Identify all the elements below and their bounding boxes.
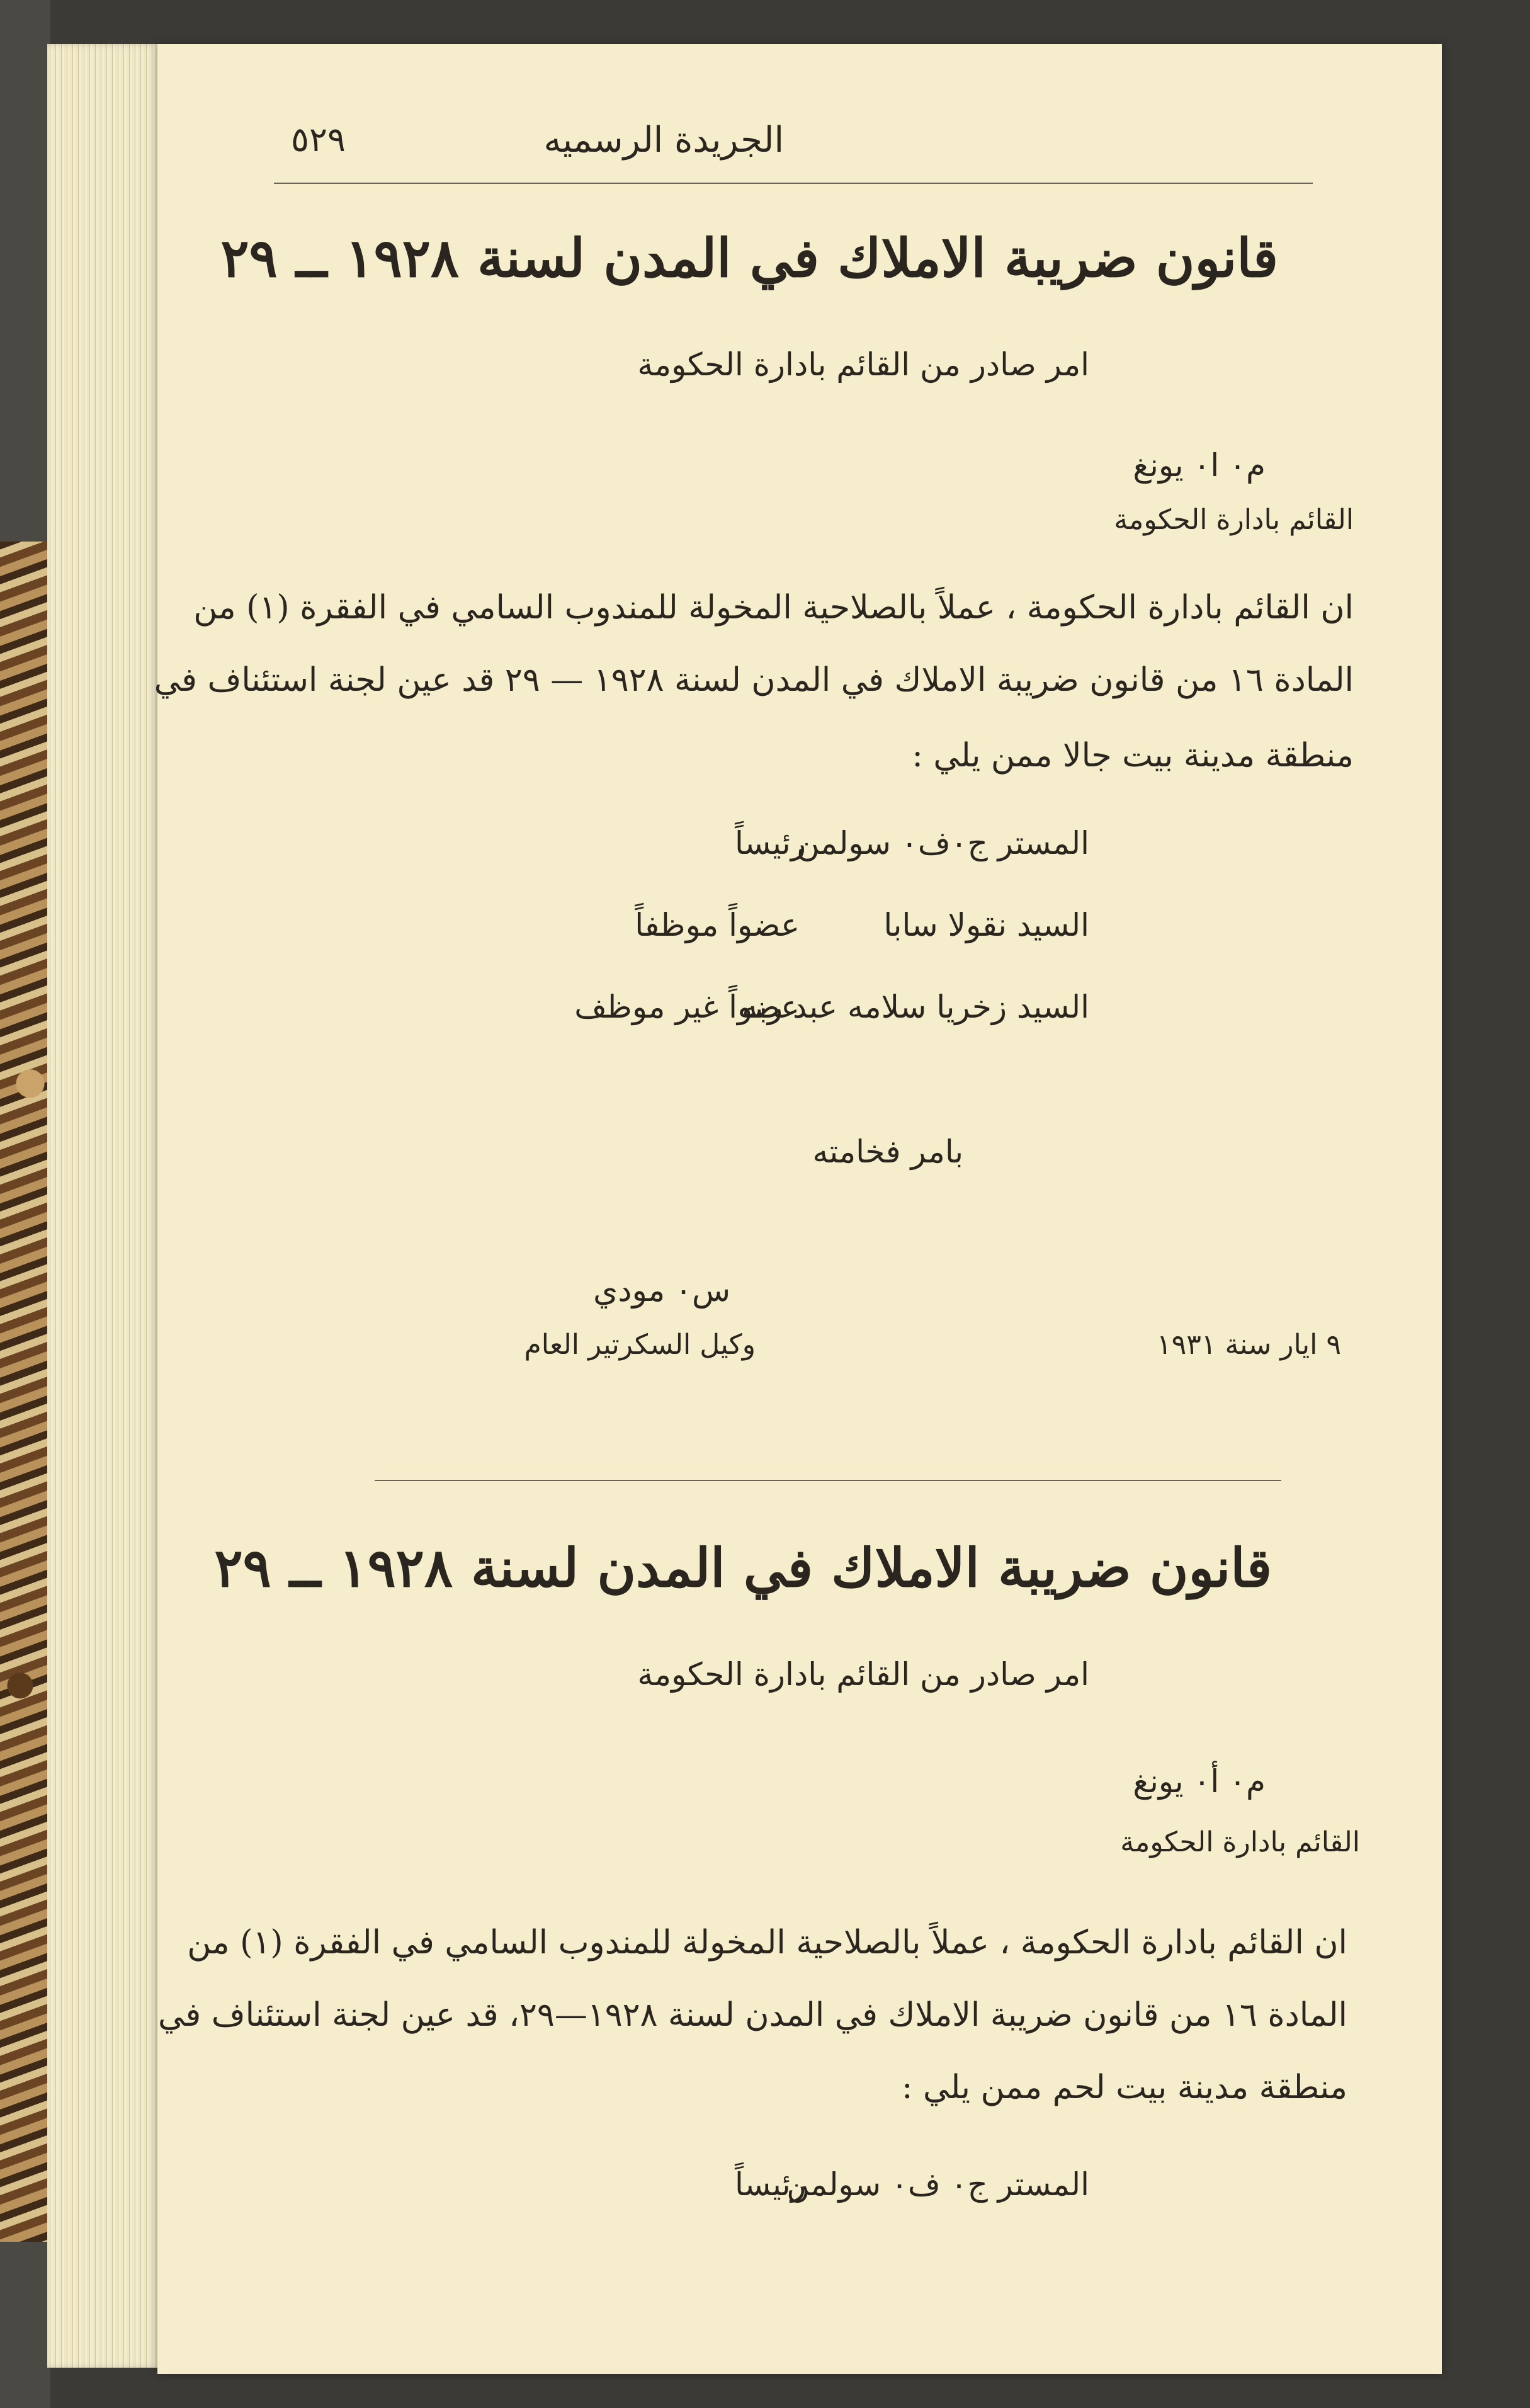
member-name: السيد نقولا سابا	[883, 907, 1089, 943]
notice-title: قانون ضريبة الاملاك في المدن لسنة ١٩٢٨ ــ ٢٩	[214, 1536, 1272, 1599]
body-line: منطقة مدينة بيت جالا ممن يلي :	[912, 737, 1354, 775]
by-order-text: بامر فخامته	[812, 1133, 963, 1170]
member-name: المستر ج٠ف٠ سولمن	[796, 825, 1089, 861]
running-header-title: الجريدة الرسميه	[543, 120, 784, 161]
section-divider	[375, 1480, 1281, 1481]
body-line: المادة ١٦ من قانون ضريبة الاملاك في المدن لسنة ١٩٢٨ — ٢٩ قد عين لجنة استئناف في	[154, 661, 1354, 699]
page-stack-edges	[47, 44, 161, 2368]
member-name: السيد زخريا سلامه عبد ربه	[742, 989, 1089, 1025]
signatory-role: القائم بادارة الحكومة	[1114, 504, 1354, 536]
signatory-name: م٠ ا٠ يونغ	[1133, 447, 1266, 484]
gazette-page	[154, 44, 1442, 2374]
notice-date: ٩ ايار سنة ١٩٣١	[1157, 1329, 1341, 1361]
signatory-name: م٠ أ٠ يونغ	[1133, 1763, 1266, 1800]
body-line: منطقة مدينة بيت لحم ممن يلي :	[901, 2069, 1347, 2106]
member-name: المستر ج٠ ف٠ سولمن	[786, 2166, 1089, 2203]
header-rule	[274, 183, 1313, 184]
body-line: المادة ١٦ من قانون ضريبة الاملاك في المدن لسنة ١٩٢٨—٢٩، قد عين لجنة استئناف في	[158, 1996, 1347, 2034]
binding-cloth-bottom	[0, 2242, 50, 2408]
member-role: رئيساً	[735, 825, 806, 861]
secretary-role: وكيل السكرتير العام	[524, 1329, 756, 1361]
signatory-role: القائم بادارة الحكومة	[1120, 1826, 1360, 1858]
body-line: ان القائم بادارة الحكومة ، عملاً بالصلاحية المخولة للمندوب السامي في الفقرة (١) من	[193, 589, 1354, 627]
page-number: ٥٢٩	[291, 120, 346, 159]
notice-subtitle: امر صادر من القائم بادارة الحكومة	[637, 346, 1089, 383]
binding-cloth-top	[0, 0, 50, 542]
body-line: ان القائم بادارة الحكومة ، عملاً بالصلاحية المخولة للمندوب السامي في الفقرة (١) من	[187, 1924, 1347, 1962]
member-role: عضواً موظفاً	[635, 907, 800, 943]
notice-subtitle: امر صادر من القائم بادارة الحكومة	[637, 1656, 1089, 1693]
secretary-name: س٠ مودي	[593, 1272, 730, 1309]
notice-title: قانون ضريبة الاملاك في المدن لسنة ١٩٢٨ ــ ٢٩	[220, 227, 1278, 289]
member-role: رئيساً	[735, 2166, 806, 2203]
member-role: عضواً غير موظف	[574, 989, 800, 1025]
